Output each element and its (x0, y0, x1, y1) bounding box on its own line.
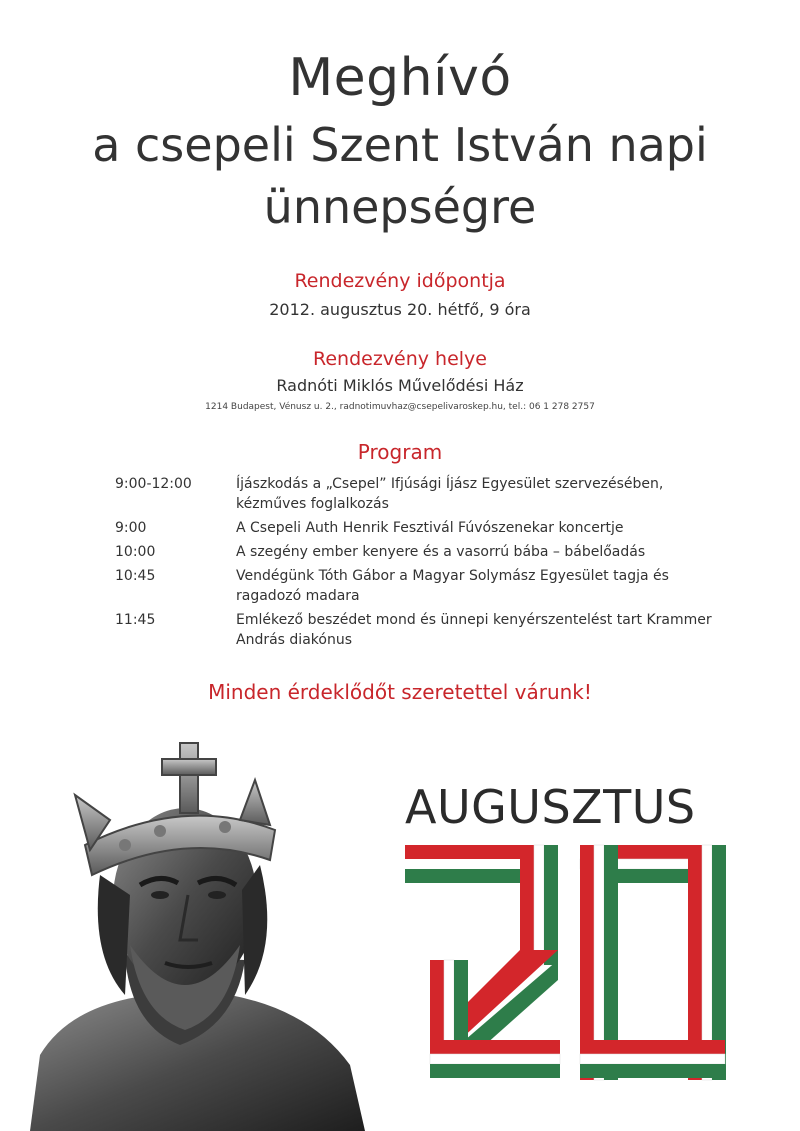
logo-day-ribbon (400, 840, 730, 1090)
program-item (115, 474, 715, 514)
welcome-message: Minden érdeklődőt szeretettel várunk! (208, 680, 592, 704)
program-item (115, 542, 715, 562)
place-heading: Rendezvény helye (312, 348, 487, 370)
subtitle-line-1: a csepeli Szent István napi (92, 118, 708, 172)
program-item (115, 518, 715, 538)
ribbon-digit-0 (580, 845, 726, 1080)
program-heading: Program (357, 440, 443, 464)
place-address: 1214 Budapest, Vénusz u. 2., radnotimuvhaz@csepelivaroskep.hu, tel.: 06 1 278 2757 (205, 402, 595, 412)
program-desc: Emlékező beszédet mond és ünnepi kenyérszentelést tart Krammer András diakónus (236, 612, 712, 648)
program-desc: A szegény ember kenyere és a vasorrú bába – bábelőadás (236, 544, 646, 560)
program-item (115, 566, 715, 606)
subtitle-line-2: ünnepségre (263, 180, 537, 234)
program-desc: Vendégünk Tóth Gábor a Magyar Solymász Egyesület tagja és ragadozó madara (236, 568, 669, 604)
program-desc: A Csepeli Auth Henrik Fesztivál Fúvószenekar koncertje (236, 520, 624, 536)
program-list (115, 474, 715, 654)
ribbon-digit-2 (405, 845, 560, 1078)
place-name: Radnóti Miklós Művelődési Ház (276, 376, 524, 395)
program-time: 9:00-12:00 (115, 476, 192, 492)
saint-stephen-statue-icon (30, 725, 370, 1131)
program-item (115, 610, 715, 650)
date-heading: Rendezvény időpontja (294, 270, 506, 292)
program-time: 10:45 (115, 568, 156, 584)
logo-month: AUGUSZTUS (405, 780, 696, 834)
date-value: 2012. augusztus 20. hétfő, 9 óra (269, 300, 531, 319)
program-time: 10:00 (115, 544, 156, 560)
program-desc: Íjászkodás a „Csepel” Ifjúsági Íjász Egyesület szervezésében, kézműves foglalkozás (236, 476, 664, 512)
program-time: 11:45 (115, 612, 156, 628)
page-title: Meghívó (288, 48, 512, 108)
program-time: 9:00 (115, 520, 147, 536)
